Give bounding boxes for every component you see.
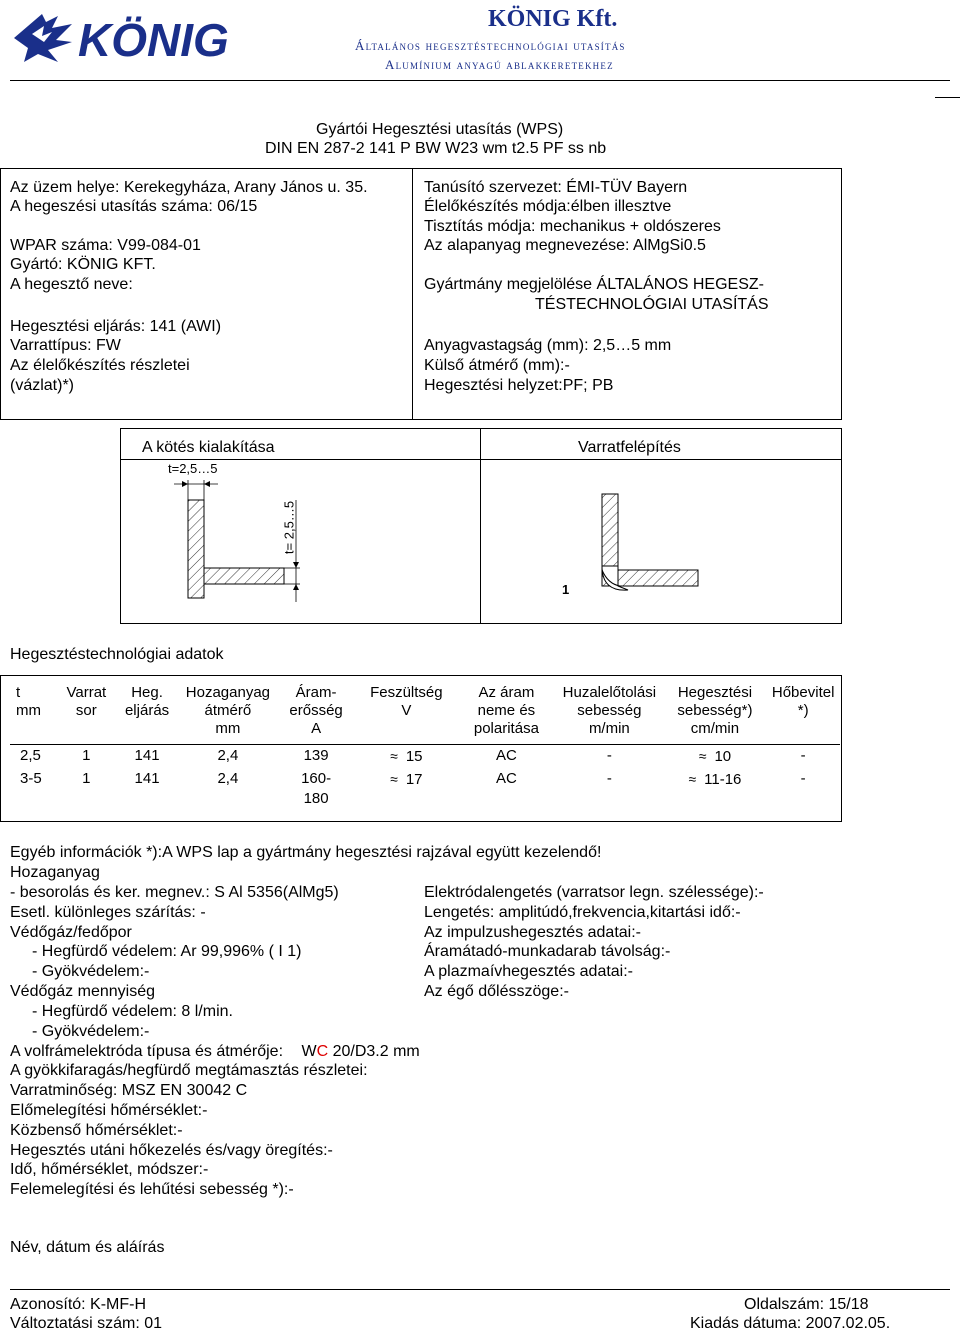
other-info-right-3: Áramátadó-munkadarab távolság:- xyxy=(424,943,671,960)
info-right-5: TÉSTECHNOLÓGIAI UTASÍTÁS xyxy=(535,296,769,313)
info-left-5: Hegesztési eljárás: 141 (AWI) xyxy=(10,318,222,335)
other-info-right-0: Elektródalengetés (varratsor legn. szélessége):- xyxy=(424,884,764,901)
footer-change: Változtatási szám: 01 xyxy=(10,1315,163,1332)
info-left-0: Az üzem helye: Kerekegyháza, Arany János u. 35. xyxy=(10,179,368,196)
header-subtitle-1: Általános hegesztéstechnológiai utasítás xyxy=(355,38,626,53)
col-header-current: Áram- erősség A xyxy=(289,684,343,737)
other-info-16: Idő, hőmérséklet, módszer:- xyxy=(10,1161,209,1178)
signature-label: Név, dátum és aláírás xyxy=(10,1239,165,1256)
corner-mark xyxy=(935,97,960,98)
col-header-process: Heg. eljárás xyxy=(124,684,170,719)
info-right-7: Külső átmérő (mm):- xyxy=(424,357,570,374)
technology-data-title: Hegesztéstechnológiai adatok xyxy=(10,646,224,663)
footer-divider xyxy=(10,1289,950,1290)
other-info-7: Védőgáz mennyiség xyxy=(10,983,155,1000)
sketch-title-rule-right xyxy=(480,459,842,460)
weld-buildup-icon xyxy=(580,480,710,610)
info-right-4: Gyártmány megjelölése ÁLTALÁNOS HEGESZ- xyxy=(424,276,764,293)
other-info-10: A volfrámelektróda típusa és átmérője: WC 20/D3.2 mm xyxy=(10,1043,420,1060)
table-row: 2,5 1 141 2,4 139 ≈ 15 AC - ≈ 10 - xyxy=(20,747,806,765)
col-header-voltage: Feszültség V xyxy=(370,684,443,719)
other-info-12: Varratminőség: MSZ EN 30042 C xyxy=(10,1082,248,1099)
table-header-row xyxy=(10,680,840,745)
logo-text: KÖNIG xyxy=(78,14,229,66)
pass-number: 1 xyxy=(562,582,570,597)
info-left-6: Varrattípus: FW xyxy=(10,337,121,354)
other-info-6: - Gyökvédelem:- xyxy=(32,963,150,980)
other-info-4: Védőgáz/fedőpor xyxy=(10,924,132,941)
other-info-15: Hegesztés utáni hőkezelés és/vagy öregítés:- xyxy=(10,1142,333,1159)
header-divider xyxy=(10,80,950,81)
other-info-17: Felemelegítési és lehűtési sebesség *):- xyxy=(10,1181,294,1198)
eagle-logo-icon xyxy=(12,10,262,66)
parameter-table xyxy=(10,680,840,810)
company-name: KÖNIG Kft. xyxy=(488,6,618,32)
info-right-2: Tisztítás módja: mechanikus + oldószeres xyxy=(424,218,721,235)
other-info-11: A gyökkifaragás/hegfürdő megtámasztás részletei: xyxy=(10,1062,368,1079)
col-header-t: t mm xyxy=(16,684,41,719)
other-info-0: Egyéb információk *):A WPS lap a gyártmány hegesztési rajzával együtt kezelendő! xyxy=(10,844,602,861)
info-left-4: A hegesztő neve: xyxy=(10,276,133,293)
col-header-weld-speed: Hegesztési sebesség*) cm/min xyxy=(677,684,753,737)
footer-issue-date: Kiadás dátuma: 2007.02.05. xyxy=(690,1315,891,1332)
other-info-5: - Hegfürdő védelem: Ar 99,996% ( I 1) xyxy=(32,943,302,960)
thickness-label-side: t= 2,5…5 xyxy=(281,500,297,555)
info-right-8: Hegesztési helyzet:PF; PB xyxy=(424,377,614,394)
footer-page: Oldalszám: 15/18 xyxy=(744,1296,869,1313)
thickness-label-top: t=2,5…5 xyxy=(168,461,218,476)
col-header-wire-feed: Huzalelőtolási sebesség m/min xyxy=(562,684,657,737)
other-info-3: Esetl. különleges szárítás: - xyxy=(10,904,206,921)
other-info-1: Hozaganyag xyxy=(10,864,100,881)
header-subtitle-2: Alumínium anyagú ablakkeretekhez xyxy=(385,57,614,72)
joint-design-title: A kötés kialakítása xyxy=(142,439,275,456)
col-header-current-type: Az áram neme és polaritása xyxy=(473,684,539,737)
info-right-1: Élelőkészítés módja:élben illesztve xyxy=(424,198,672,215)
table-row: 3-5 1 141 2,4 160- 180 ≈ 17 AC - ≈ 11-16 - xyxy=(20,770,806,807)
info-left-3: Gyártó: KÖNIG KFT. xyxy=(10,256,156,273)
footer-id: Azonosító: K-MF-H xyxy=(10,1296,147,1313)
info-left-2: WPAR száma: V99-084-01 xyxy=(10,237,201,254)
other-info-2: - besorolás és ker. megnev.: S Al 5356(AlMg5) xyxy=(10,884,339,901)
col-header-heat-input: Hőbevitel *) xyxy=(771,684,835,719)
other-info-9: - Gyökvédelem:- xyxy=(32,1023,150,1040)
weld-buildup-title: Varratfelépítés xyxy=(578,439,681,456)
sketch-box-divider xyxy=(480,428,481,624)
info-box-divider xyxy=(412,168,413,420)
info-right-0: Tanúsító szervezet: ÉMI-TÜV Bayern xyxy=(424,179,688,196)
other-info-13: Előmelegítési hőmérséklet:- xyxy=(10,1102,208,1119)
other-info-right-4: A plazmaívhegesztés adatai:- xyxy=(424,963,634,980)
other-info-right-1: Lengetés: amplitúdó,frekvencia,kitartási idő:- xyxy=(424,904,741,921)
title-line-2: DIN EN 287-2 141 P BW W23 wm t2.5 PF ss nb xyxy=(265,140,607,157)
info-right-3: Az alapanyag megnevezése: AlMgSi0.5 xyxy=(424,237,706,254)
info-left-1: A hegeszési utasítás száma: 06/15 xyxy=(10,198,258,215)
other-info-right-5: Az égő dőlésszöge:- xyxy=(424,983,569,1000)
other-info-right-2: Az impulzushegesztés adatai:- xyxy=(424,924,641,941)
col-header-filler: Hozaganyag átmérő mm xyxy=(185,684,271,737)
col-header-pass: Varrat sor xyxy=(66,684,107,719)
company-logo xyxy=(12,10,262,66)
other-info-8: - Hegfürdő védelem: 8 l/min. xyxy=(32,1003,233,1020)
info-left-7: Az élelőkészítés részletei xyxy=(10,357,190,374)
title-line-1: Gyártói Hegesztési utasítás (WPS) xyxy=(316,121,564,138)
other-info-14: Közbenső hőmérséklet:- xyxy=(10,1122,183,1139)
info-right-6: Anyagvastagság (mm): 2,5…5 mm xyxy=(424,337,672,354)
info-left-8: (vázlat)*) xyxy=(10,377,75,394)
